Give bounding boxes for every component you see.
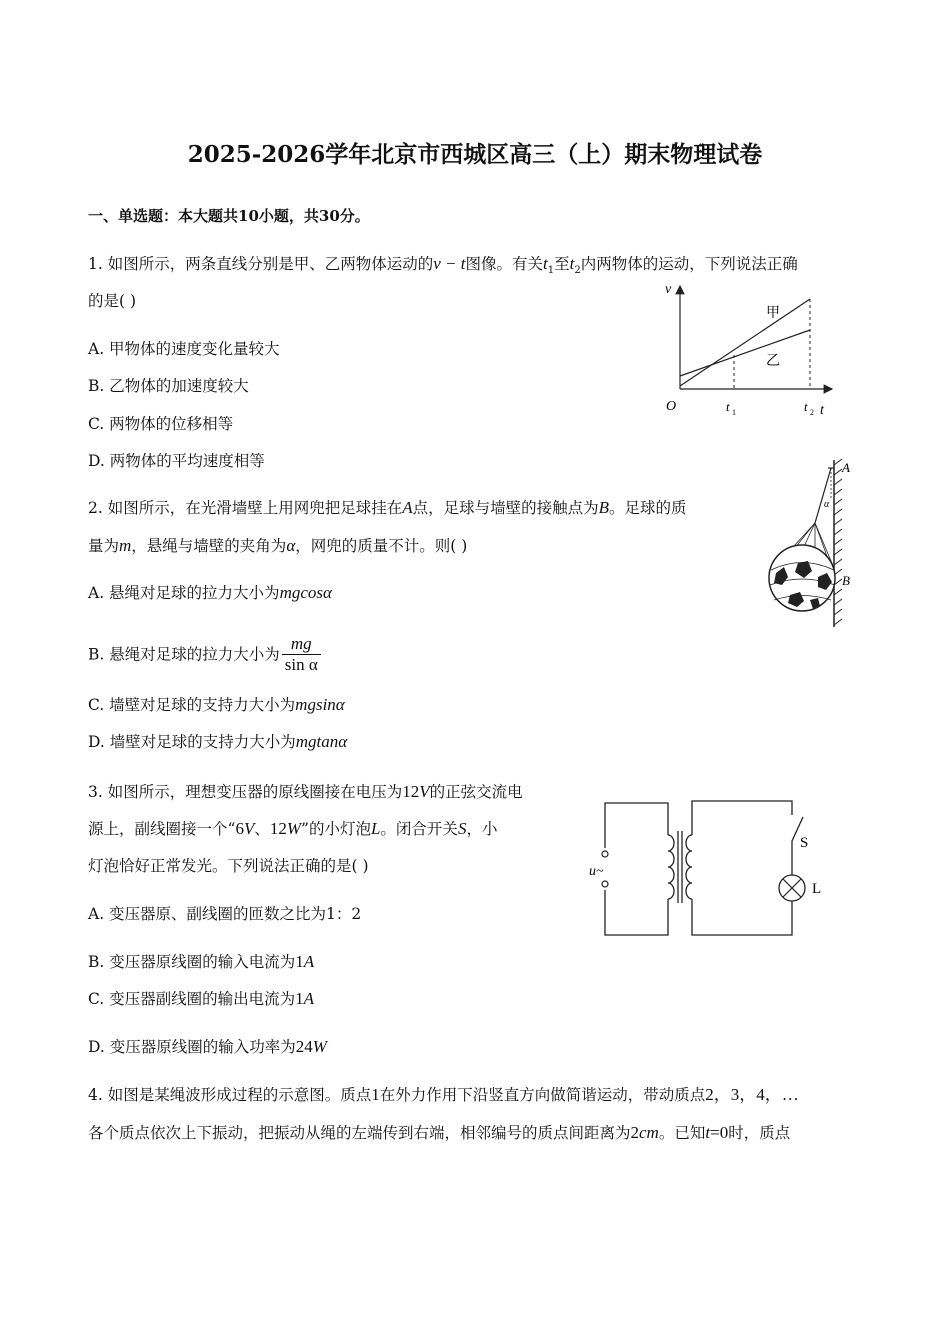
section-heading: 一、单选题：本大题共10小题，共30分。: [88, 207, 370, 225]
t2-label: t: [804, 399, 808, 414]
primary-circuit: [605, 803, 674, 935]
t1-label: t: [726, 399, 730, 414]
q3-stem-line1: 3. 如图所示，理想变压器的原线圈接在电压为12V的正弦交流电: [88, 782, 523, 801]
source-label: u~: [589, 864, 604, 879]
q4-stem-line1: 4. 如图是某绳波形成过程的示意图。质点1在外力作用下沿竖直方向做简谐运动，带动质点2，3，4，…: [88, 1085, 799, 1104]
switch-label: S: [800, 835, 809, 851]
q4-stem-line2: 各个质点依次上下振动，把振动从绳的左端传到右端，相邻编号的质点间距离为2cm。已知t=0时，质点: [88, 1123, 791, 1142]
origin-label: O: [666, 399, 677, 414]
q3-option-b: B. 变压器原线圈的输入电流为1A: [88, 952, 315, 971]
yi-label: 乙: [766, 354, 780, 369]
q3-stem-line3: 灯泡恰好正常发光。下列说法正确的是( ): [88, 857, 369, 875]
q1-option-a: A. 甲物体的速度变化量较大: [88, 340, 280, 358]
t2-sub: 2: [810, 408, 814, 417]
wall-hatching: [834, 459, 842, 625]
q1-option-b: B. 乙物体的加速度较大: [88, 377, 249, 395]
line-jia: [680, 299, 810, 386]
alpha-label: α: [824, 499, 830, 510]
q2-option-d: D. 墙壁对足球的支持力大小为mgtanα: [88, 732, 348, 751]
point-b-label: B: [842, 573, 850, 588]
point-a-label: A: [842, 460, 850, 475]
q1-stem-line1: 1. 如图所示，两条直线分别是甲、乙两物体运动的v − t图像。有关$t_1$至$t_2$内两物体的运动，下列说法正确: [88, 254, 798, 277]
q3-transformer-circuit: [585, 795, 835, 945]
q2-stem-line2: 量为m，悬绳与墙壁的夹角为α，网兜的质量不计。则( ): [88, 536, 468, 555]
v-label: v: [665, 282, 672, 297]
q3-stem-line2: 源上，副线圈接一个“6V、12W”的小灯泡L。闭合开关S，小: [88, 819, 498, 838]
q2-stem-line1: 2. 如图所示，在光滑墙壁上用网兜把足球挂在A点，足球与墙壁的接触点为B。足球的质: [88, 498, 687, 517]
q2-option-b: B. 悬绳对足球的拉力大小为 $\frac{mg}{\text{sin α}}$: [88, 634, 321, 675]
terminal-bottom: [602, 881, 608, 887]
fraction-mg-sin-alpha: $\frac{mg}{\text{sin α}}$: [282, 634, 321, 675]
q3-option-c: C. 变压器副线圈的输出电流为1A: [88, 989, 315, 1008]
terminal-top: [602, 851, 608, 857]
page-title: 2025-2026学年北京市西城区高三（上）期末物理试卷: [187, 141, 763, 168]
q3-option-d: D. 变压器原线圈的输入功率为24W: [88, 1037, 327, 1056]
lamp-label: L: [812, 881, 822, 897]
q3-option-a: A. 变压器原、副线圈的匝数之比为1：2: [88, 905, 362, 923]
rope: [815, 468, 831, 523]
q1-stem-line2: 的是( ): [88, 292, 137, 310]
t-label: t: [820, 403, 824, 418]
q1-vt-graph: [660, 280, 840, 425]
q2-option-a: A. 悬绳对足球的拉力大小为mgcosα: [88, 583, 332, 602]
q2-football-figure: [760, 455, 865, 635]
jia-label: 甲: [766, 306, 780, 321]
q1-option-d: D. 两物体的平均速度相等: [88, 452, 265, 470]
q1-option-c: C. 两物体的位移相等: [88, 415, 234, 433]
secondary-circuit: [686, 801, 803, 935]
line-yi: [680, 330, 810, 376]
q2-option-c: C. 墙壁对足球的支持力大小为mgsinα: [88, 695, 345, 714]
t1-sub: 1: [732, 408, 736, 417]
